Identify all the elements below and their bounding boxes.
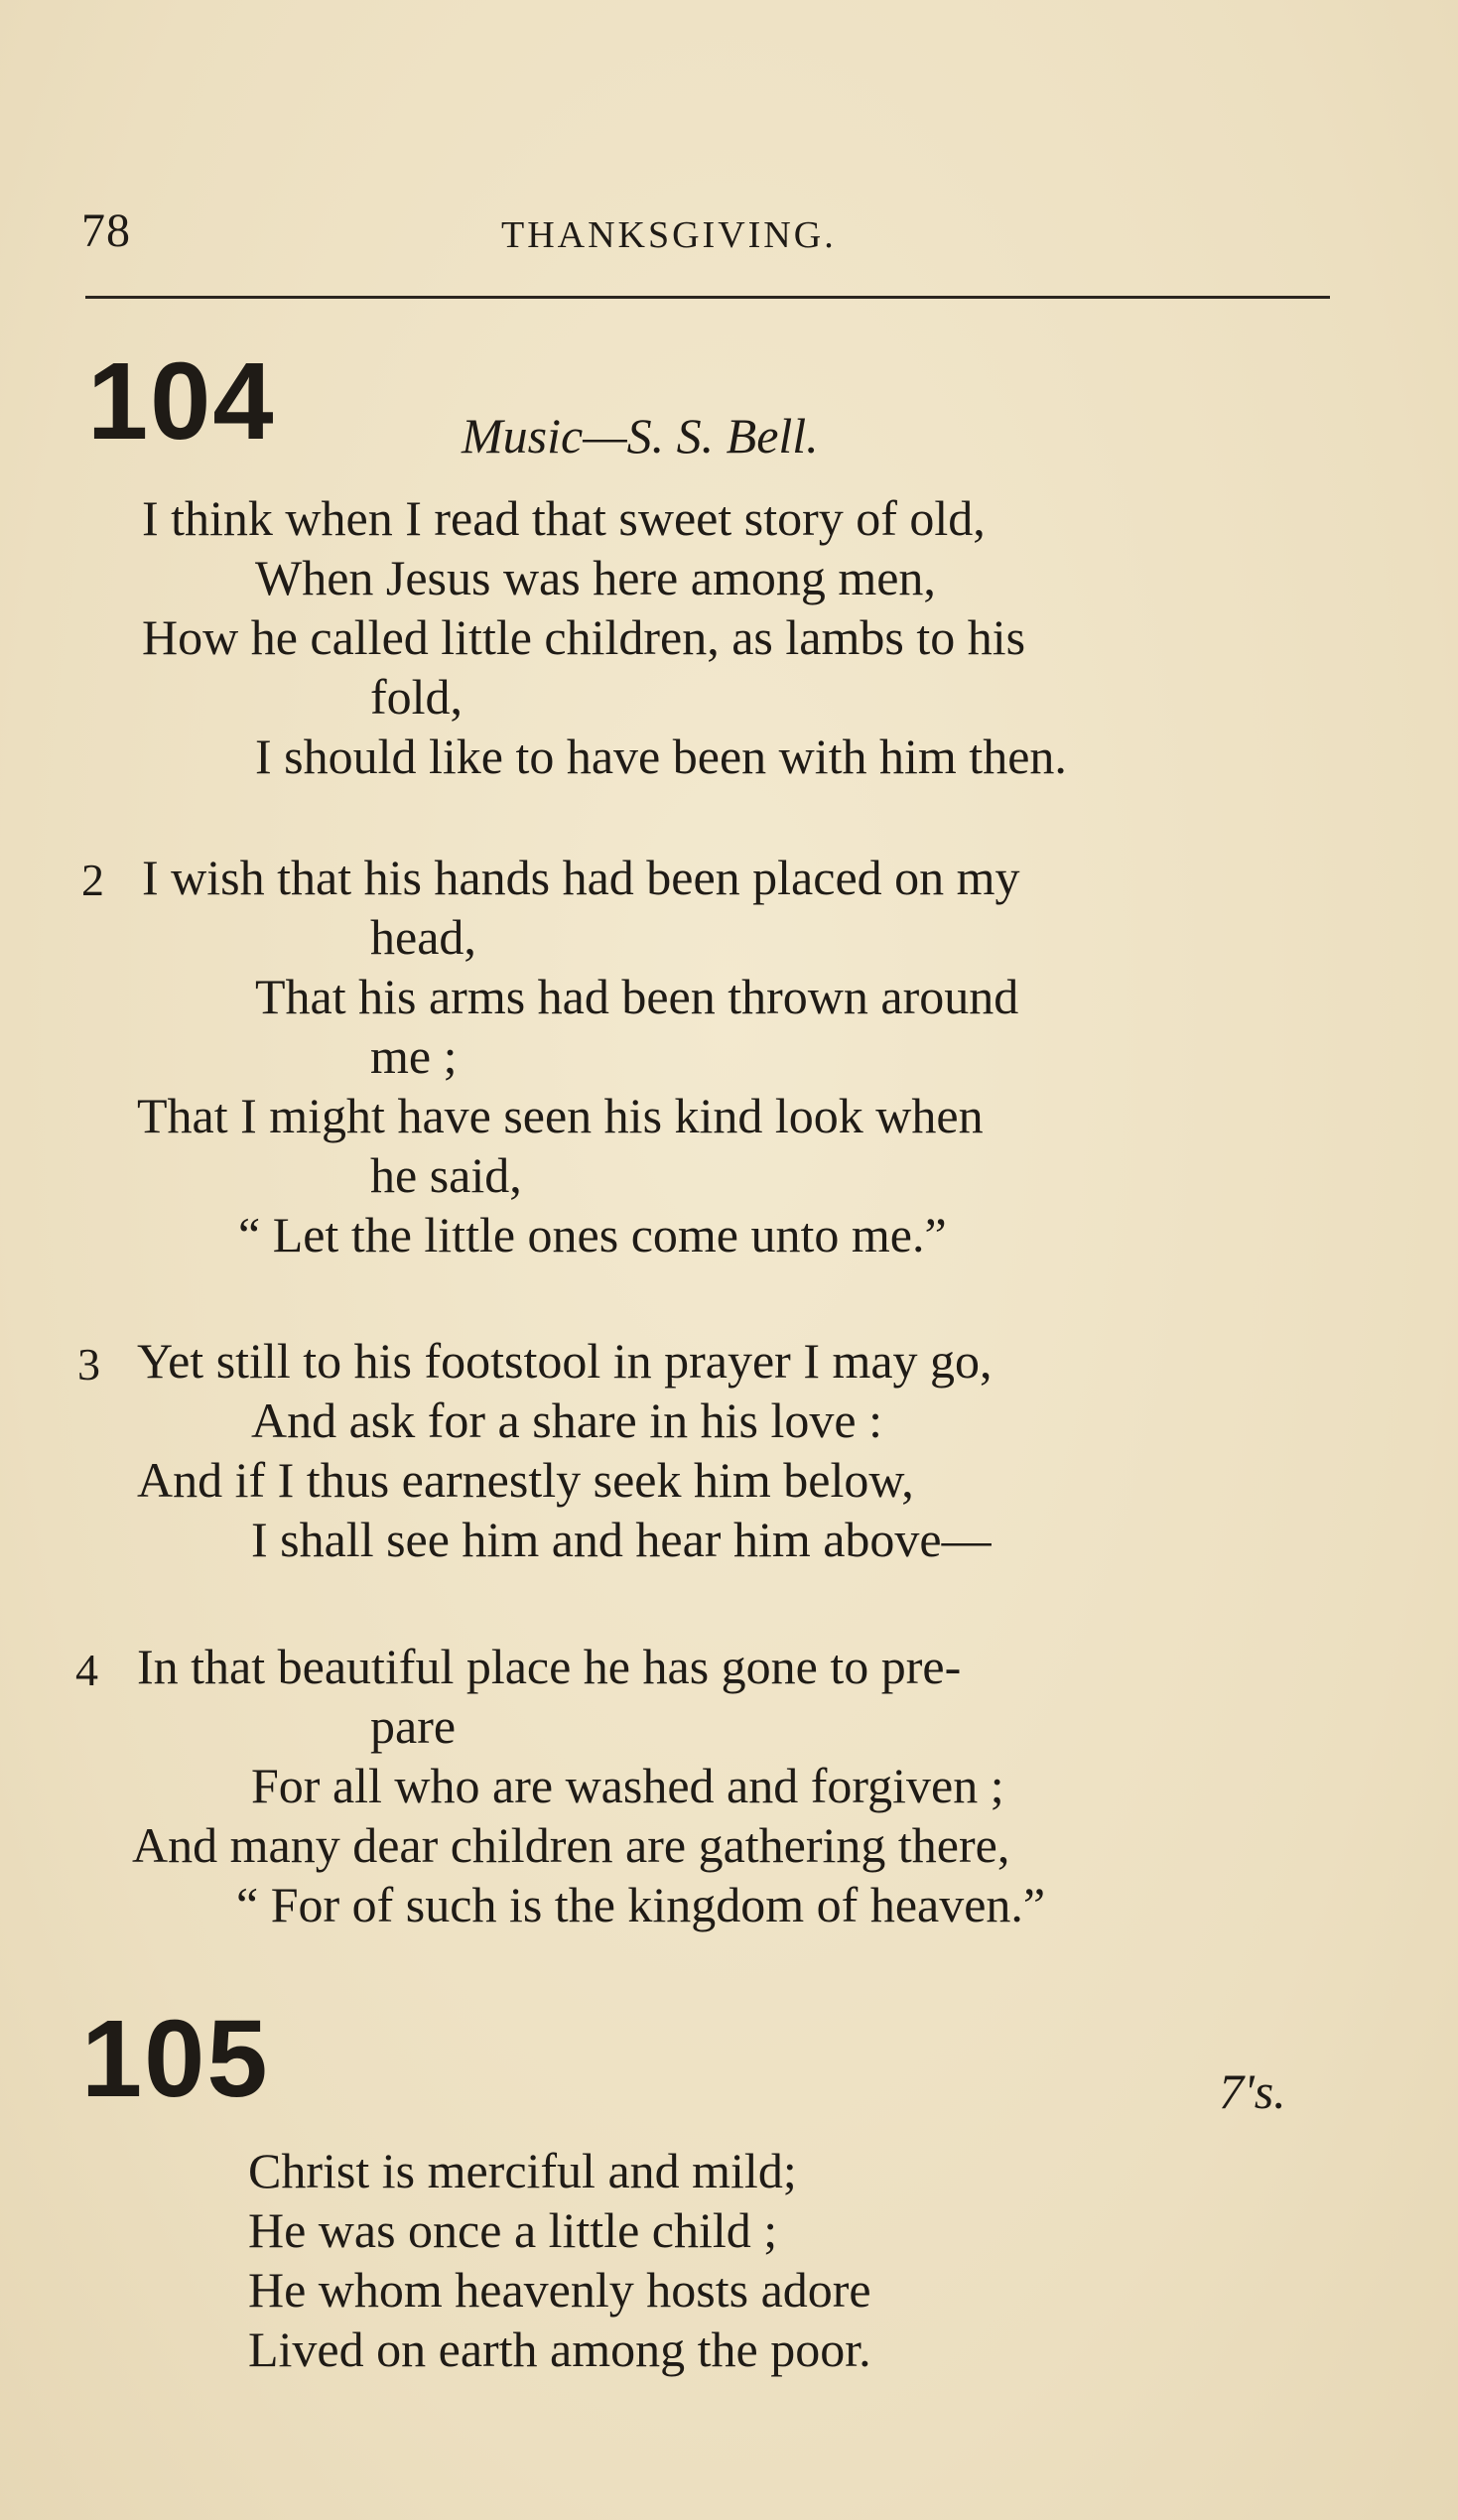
hymn-105-stanza-1-line-3: He whom heavenly hosts adore [248, 2262, 871, 2318]
hymn-104-stanza-2-line-6: he said, [370, 1147, 522, 1203]
hymn-104-stanza-1-line-5: I should like to have been with him then. [255, 729, 1067, 784]
hymn-104-stanza-2-line-5: That I might have seen his kind look when [137, 1088, 984, 1143]
hymn-104-stanza-2-line-1: I wish that his hands had been placed on my [142, 850, 1020, 905]
hymn-105-stanza-1-line-1: Christ is merciful and mild; [248, 2143, 797, 2198]
hymn-104-stanza-2-number: 2 [81, 855, 104, 905]
hymn-104-stanza-3-line-3: And if I thus earnestly seek him below, [137, 1452, 914, 1508]
hymn-104-stanza-2-line-4: me ; [370, 1028, 458, 1084]
hymn-104-stanza-4-line-3: For all who are washed and forgiven ; [251, 1758, 1004, 1813]
hymn-105-stanza-1-line-4: Lived on earth among the poor. [248, 2321, 871, 2377]
hymn-104-tune-credit: Music—S. S. Bell. [462, 408, 819, 464]
hymn-104-stanza-1-line-3: How he called little children, as lambs to his [142, 609, 1026, 665]
hymn-104-stanza-4-number: 4 [75, 1645, 98, 1695]
hymn-105-stanza-1-line-2: He was once a little child ; [248, 2202, 778, 2258]
header-rule [85, 296, 1330, 299]
hymn-104-stanza-1-line-2: When Jesus was here among men, [255, 550, 936, 605]
hymn-104-stanza-1-line-4: fold, [370, 669, 464, 725]
page-number: 78 [81, 204, 131, 257]
hymn-104-stanza-2-line-7: “ Let the little ones come unto me.” [238, 1207, 947, 1262]
hymn-104-stanza-3-line-4: I shall see him and hear him above— [251, 1512, 992, 1567]
hymn-104-stanza-4-line-4: And many dear children are gathering there, [132, 1817, 1010, 1873]
running-header-title: THANKSGIVING. [501, 214, 837, 256]
hymn-105-meter: 7's. [1219, 2063, 1286, 2119]
hymn-104-stanza-1-line-1: I think when I read that sweet story of old, [142, 490, 986, 546]
hymn-104-stanza-4-line-5: “ For of such is the kingdom of heaven.” [236, 1877, 1046, 1932]
hymn-105-number: 105 [81, 1998, 270, 2120]
hymn-104-stanza-4-line-2: pare [370, 1698, 457, 1754]
hymn-104-number: 104 [87, 340, 276, 463]
hymn-104-stanza-3-number: 3 [77, 1339, 100, 1390]
hymn-104-stanza-4-line-1: In that beautiful place he has gone to pre- [137, 1639, 962, 1694]
hymn-104-stanza-3-line-1: Yet still to his footstool in prayer I may go, [137, 1333, 993, 1389]
hymn-104-stanza-2-line-3: That his arms had been thrown around [255, 969, 1019, 1024]
hymn-104-stanza-2-line-2: head, [370, 909, 476, 965]
hymn-104-stanza-3-line-2: And ask for a share in his love : [251, 1393, 882, 1448]
